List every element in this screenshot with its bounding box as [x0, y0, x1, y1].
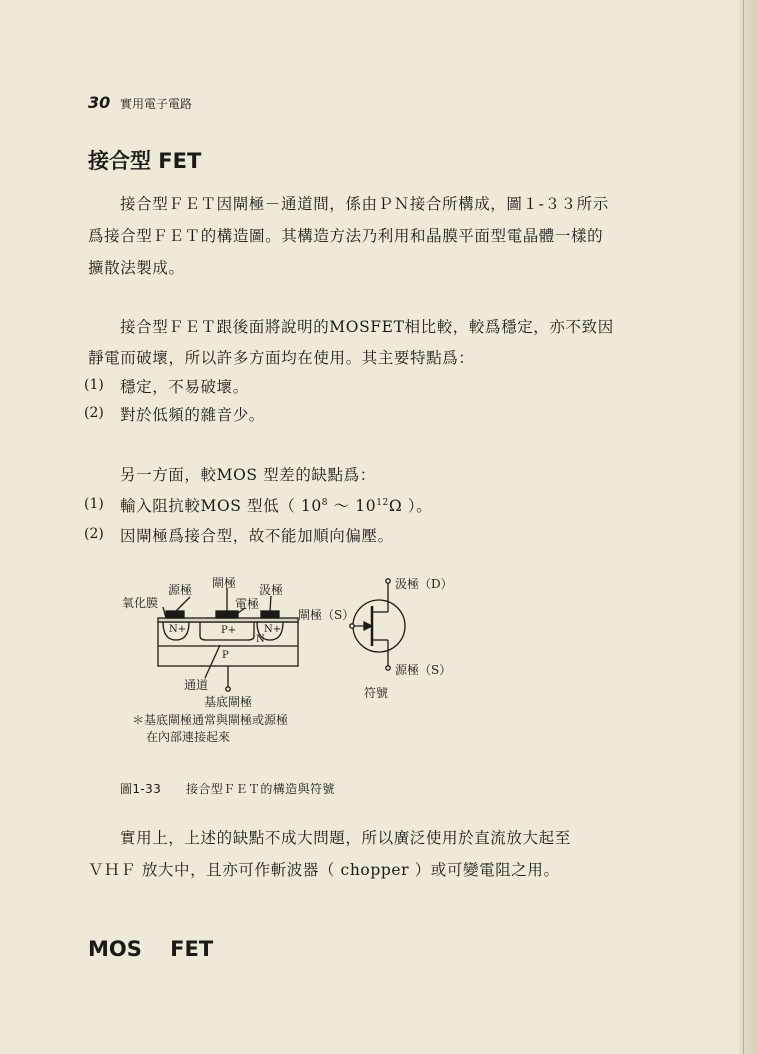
symbol-drain-terminal	[386, 579, 390, 583]
leader-source	[176, 597, 190, 611]
drawback-2-text: 因閘極爲接合型，故不能加順向偏壓。	[120, 527, 394, 545]
substrate-terminal	[226, 687, 230, 691]
leader-drain	[270, 596, 271, 611]
symbol-gate-terminal	[350, 624, 354, 628]
section2-title: MOS FET	[88, 937, 214, 961]
closing-line1: 實用上，上述的缺點不成大問題，所以廣泛使用於直流放大起至	[120, 829, 571, 847]
para1-line3: 擴散法製成。	[88, 259, 185, 277]
page-number: 30	[88, 93, 111, 112]
drawback-1-num: (1)	[84, 496, 104, 512]
label-channel: 通道	[184, 678, 209, 692]
feature-2-num: (2)	[84, 405, 104, 421]
feature-2-text: 對於低頻的雜音少。	[120, 406, 265, 424]
label-oxide: 氧化膜	[122, 596, 159, 610]
para2-line2: 靜電而破壞，所以許多方面均在使用。其主要特點爲：	[88, 349, 475, 367]
label-p-plus: P+	[221, 625, 237, 636]
para1-line1: 接合型ＦＥＴ因閘極－通道間，係由ＰＮ接合所構成，圖１-３３所示	[120, 195, 609, 213]
leader-channel	[205, 645, 220, 678]
drawback-2-num: (2)	[84, 526, 104, 542]
label-n-plus-left: N+	[169, 624, 187, 635]
feature-1-num: (1)	[84, 377, 104, 393]
figure-caption-text: 接合型ＦＥＴ的構造與符號	[186, 782, 335, 796]
closing-line2: ＶＨＦ 放大中，且亦可作斬波器（ chopper ）或可變電阻之用。	[88, 861, 560, 879]
label-symbol-caption: 符號	[364, 686, 389, 700]
feature-1-text: 穩定，不易破壞。	[120, 378, 249, 396]
para3: 另一方面，較MOS 型差的缺點爲：	[120, 466, 376, 484]
label-symbol-source: 源極（S）	[395, 663, 452, 677]
label-substrate-gate: 基底閘極	[204, 695, 253, 709]
label-n-plus-right: N+	[264, 624, 282, 635]
para2-line1: 接合型ＦＥＴ跟後面將說明的MOSFET相比較，較爲穩定，亦不致因	[120, 318, 614, 336]
figure-caption-number: 圖1-33	[120, 782, 162, 796]
para1-line2: 爲接合型ＦＥＴ的構造圖。其構造方法乃利用和晶膜平面型電晶體一樣的	[88, 227, 604, 245]
label-gate: 閘極	[212, 576, 237, 590]
source-electrode	[166, 611, 184, 618]
figure-note-line1: ＊基底閘極通常與閘極或源極	[132, 713, 289, 727]
label-p-region: P	[222, 650, 229, 661]
label-electrode: 電極	[235, 597, 260, 611]
label-n-region: N	[256, 634, 265, 645]
figure-note-line2: 在內部連接起來	[146, 730, 231, 744]
label-symbol-gate: 閘極（S）	[298, 608, 355, 622]
label-drain: 汲極	[259, 583, 284, 597]
drawback-1-text: 輸入阻抗較MOS 型低（ $10^8$ ～ $10^{12}\Omega$ ）。	[120, 497, 433, 515]
label-source: 源極	[168, 583, 193, 597]
section-title: 接合型 FET	[88, 149, 202, 173]
drain-electrode	[261, 611, 279, 618]
gate-electrode	[216, 611, 238, 618]
running-title: 實用電子電路	[120, 97, 193, 111]
symbol-source-terminal	[386, 666, 390, 670]
label-symbol-drain: 汲極（D）	[395, 577, 453, 591]
